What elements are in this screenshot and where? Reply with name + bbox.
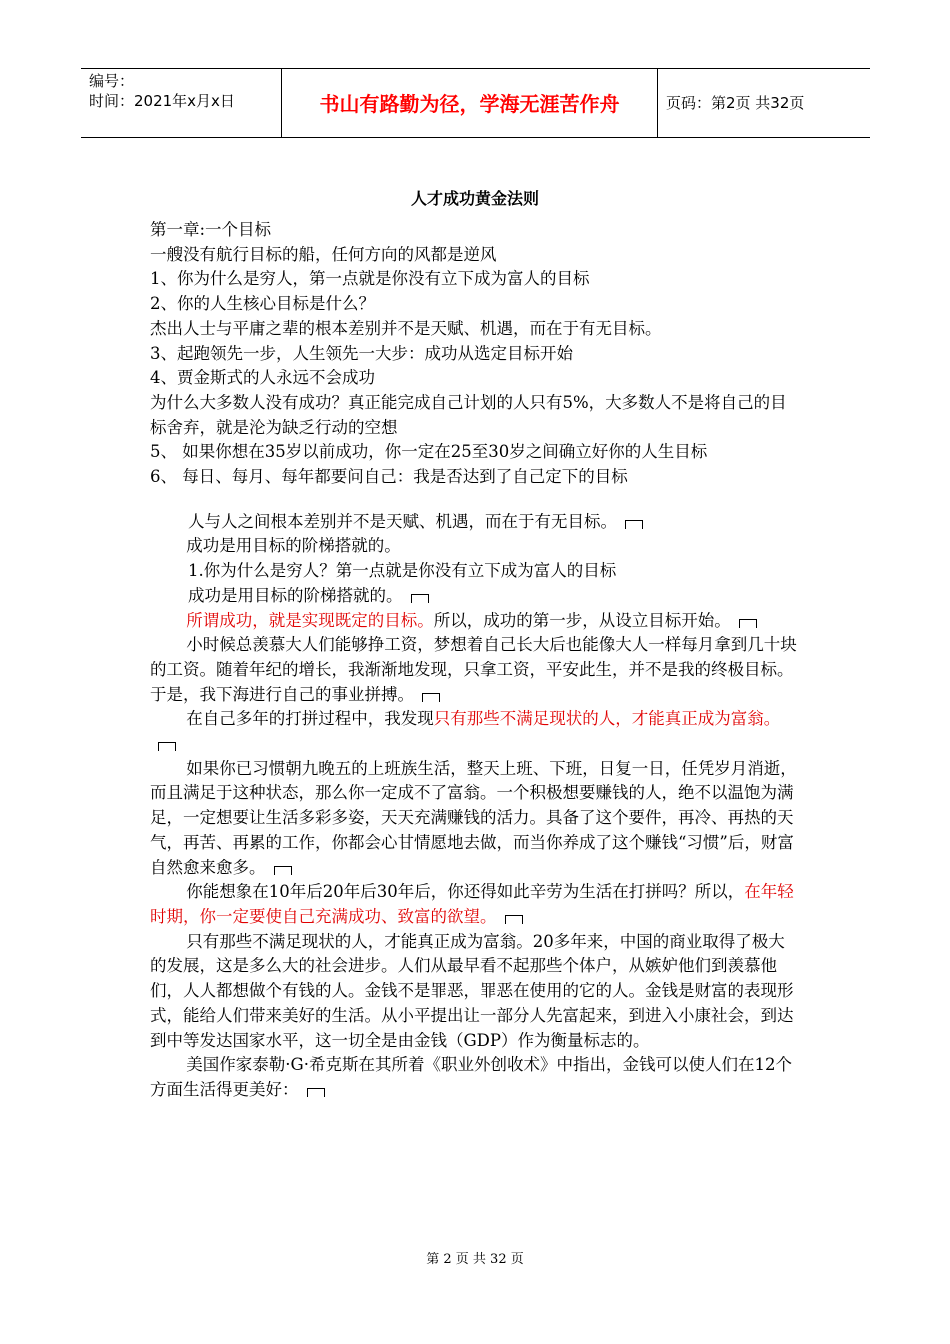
paragraph-text: 在自己多年的打拼过程中，我发现	[186, 709, 434, 729]
document-body	[150, 218, 800, 1103]
document-number: 编号：	[89, 72, 135, 90]
paragraph: 1.你为什么是穷人？第一点就是你没有立下成为富人的目标	[188, 561, 617, 581]
motto: 书山有路勤为径，学海无涯苦作舟	[319, 92, 620, 116]
header-motto-cell	[282, 69, 658, 137]
paragraph-text: 美国作家泰勒·G·希克斯在其所着《职业外创收术》中指出，金钱可以使人们在12个方面生活得更美好：	[150, 1055, 792, 1099]
paragraph-mark-icon	[422, 693, 440, 702]
paragraph-mark-icon	[307, 1088, 325, 1097]
paragraph: 4、贾金斯式的人永远不会成功	[150, 368, 375, 388]
paragraph	[150, 880, 800, 929]
paragraph-mark-icon	[739, 619, 757, 628]
paragraph	[150, 707, 800, 756]
header-page-cell	[658, 69, 870, 137]
paragraph-mark-icon	[274, 866, 292, 875]
paragraph: 杰出人士与平庸之辈的根本差别并不是天赋、机遇，而在于有无目标。	[150, 318, 662, 338]
document-date: 时间：2021年x月x日	[89, 92, 235, 110]
page-number: 页码：第2页 共32页	[666, 94, 805, 112]
header-table	[81, 68, 870, 138]
paragraph-text: 如果你已习惯朝九晚五的上班族生活，整天上班、下班，日复一日，任凭岁月消逝，而且满足于这种状态，那么你一定成不了富翁。一个积极想要赚钱的人，绝不以温饱为满足，一定想要让生活多彩多姿，天天充满赚钱的活力。具备了这个要件，再冷、再热的天气，再苦、再累的工作，你都会心甘情愿地去做，而当你养成了这个赚钱“习惯”后，财富自然愈来愈多。	[150, 758, 797, 877]
paragraph: 为什么大多数人没有成功？真正能完成自己计划的人只有5%，大多数人不是将自己的目标舍弃，就是沦为缺乏行动的空想	[150, 392, 787, 437]
paragraph	[150, 510, 800, 535]
paragraph: 3、起跑领先一步，人生领先一大步：成功从选定目标开始	[150, 343, 573, 363]
paragraph-text: 你能想象在10年后20年后30年后，你还得如此辛劳为生活在打拼吗？所以，	[186, 882, 745, 902]
paragraph: 成功是用目标的阶梯搭就的。	[186, 536, 401, 556]
paragraph-mark-icon	[505, 915, 523, 924]
paragraph-text: 人与人之间根本差别并不是天赋、机遇，而在于有无目标。	[188, 511, 617, 531]
header-info-cell	[81, 69, 282, 137]
paragraph	[150, 757, 800, 881]
spacer	[150, 490, 800, 510]
paragraph	[150, 584, 800, 609]
paragraph	[150, 609, 800, 634]
paragraph	[150, 633, 800, 707]
paragraph-mark-icon	[625, 520, 643, 529]
paragraph-text: 所以，成功的第一步，从设立目标开始。	[433, 610, 731, 630]
paragraph-mark-icon	[158, 742, 176, 751]
highlighted-text: 所谓成功，就是实现既定的目标。	[186, 610, 434, 630]
paragraph: 第一章:一个目标	[150, 220, 272, 239]
paragraph: 2、你的人生核心目标是什么？	[150, 294, 375, 314]
document-title: 人才成功黄金法则	[410, 189, 539, 208]
paragraph: 一艘没有航行目标的船，任何方向的风都是逆风	[150, 244, 497, 264]
paragraph: 只有那些不满足现状的人，才能真正成为富翁。20多年来，中国的商业取得了极大的发展，这是多么大的社会进步。人们从最早看不起那些个体户，从嫉妒他们到羡慕他们，人人都想做个有钱的人。金钱不是罪恶，罪恶在使用的它的人。金钱是财富的表现形式，能给人们带来美好的生活。从小平提出让一部分人先富起来，到进入小康社会，到达到中等发达国家水平，这一切全是由金钱（GDP）作为衡量标志的。	[150, 931, 794, 1050]
highlighted-text: 只有那些不满足现状的人，才能真正成为富翁。	[433, 709, 781, 729]
paragraph-text: 小时候总羡慕大人们能够挣工资，梦想着自己长大后也能像大人一样每月拿到几十块的工资。随着年纪的增长，我渐渐地发现，只拿工资，平安此生，并不是我的终极目标。于是，我下海进行自己的事业拼搏。	[150, 635, 797, 704]
page-footer: 第 2 页 共 32 页	[426, 1252, 524, 1267]
paragraph-mark-icon	[411, 594, 429, 603]
paragraph: 6、 每日、每月、每年都要问自己：我是否达到了自己定下的目标	[150, 467, 628, 487]
paragraph: 1、你为什么是穷人，第一点就是你没有立下成为富人的目标	[150, 269, 590, 289]
paragraph-text: 成功是用目标的阶梯搭就的。	[188, 585, 403, 605]
paragraph: 5、 如果你想在35岁以前成功，你一定在25至30岁之间确立好你的人生目标	[150, 442, 708, 462]
highlighted-text: 在年轻时期，你一定要使自己充满成功、致富的欲望。	[150, 882, 794, 926]
paragraph	[150, 1053, 800, 1102]
